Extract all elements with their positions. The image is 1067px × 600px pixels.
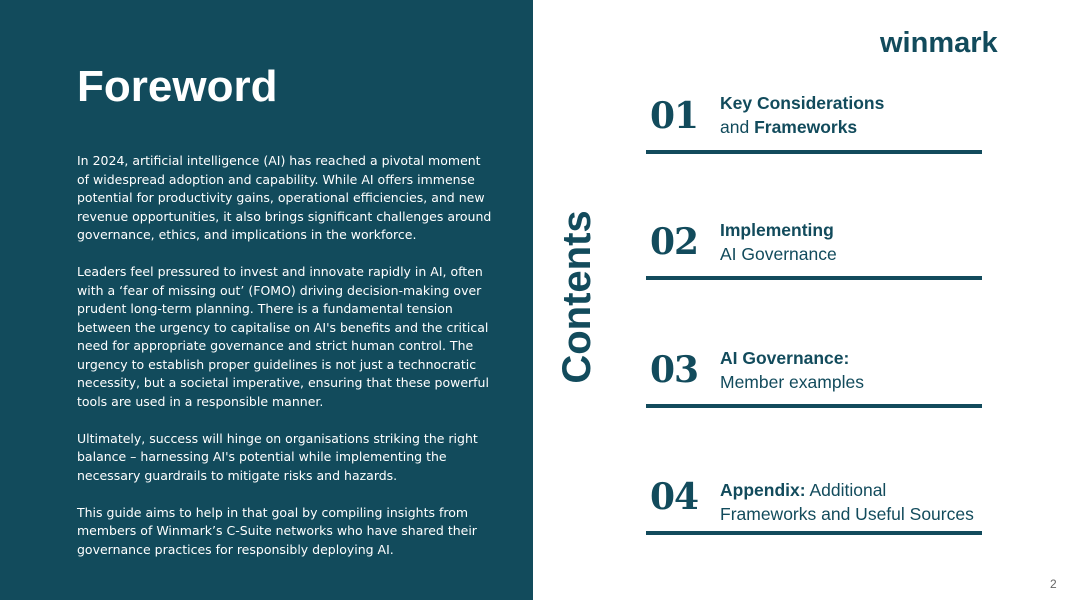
toc-divider [646,150,982,154]
toc-title-line2: AI Governance [720,244,837,264]
toc-title-line2: Member examples [720,372,864,392]
toc-number: 03 [650,349,699,391]
foreword-paragraph: Leaders feel pressured to invest and innovate rapidly in AI, often with a ‘fear of missing out’ (FOMO) driving decision-making over prudent long-term planning. There is a fundamental tension between the urgency to capitalise on AI's benefits and the critical need for appropriate governance and strict human control. The urgency to establish proper guidelines is not just a technocratic necessity, but a societal imperative, ensuring that these powerful tools are used in a responsible manner. [77,264,489,409]
toc-title-bold: Key Considerations [720,93,885,113]
foreword-title: Foreword [77,62,278,111]
toc-number: 01 [650,95,699,137]
toc-title-bold: AI Governance: [720,348,850,368]
foreword-paragraph: This guide aims to help in that goal by compiling insights from members of Winmark’s C-Suite networks who have shared their governance practices for responsibly deploying AI. [77,504,477,557]
toc-title-prefix: and [720,117,755,137]
toc-divider [646,531,982,535]
foreword-paragraph: Ultimately, success will hinge on organisations striking the right balance – harnessing AI's potential while implementing the necessary guardrails to mitigate risks and hazards. [77,430,478,483]
toc-item-02[interactable] [646,220,982,280]
toc-item-01[interactable] [646,94,982,154]
toc-number: 04 [650,476,699,518]
toc-title-line2: Frameworks and Useful Sources [720,504,974,524]
foreword-panel [0,0,533,600]
toc-title [720,91,884,139]
foreword-body [77,152,495,578]
contents-heading: Contents [555,210,599,384]
toc-item-03[interactable] [646,348,982,408]
toc-title-line2 [720,115,884,139]
toc-number: 02 [650,221,699,263]
winmark-logo: winmark [880,27,998,59]
toc-title-rest: Additional [805,480,887,500]
toc-item-04[interactable] [646,475,982,535]
toc-title-bold: Appendix: [720,480,806,500]
page-number: 2 [1050,577,1057,591]
toc-title-bold: Frameworks [754,117,858,137]
toc-title-bold: Implementing [720,220,834,240]
toc-title [720,218,837,266]
toc-divider [646,404,982,408]
toc-title [720,478,974,526]
toc-divider [646,276,982,280]
toc-title [720,346,864,394]
foreword-paragraph: In 2024, artificial intelligence (AI) has reached a pivotal moment of widespread adoption and capability. While AI offers immense potential for productivity gains, operational efficiencies, and new revenue opportunities, it also brings significant challenges around governance, ethics, and implications in the workforce. [77,153,492,242]
toc-title-line1 [720,91,884,115]
